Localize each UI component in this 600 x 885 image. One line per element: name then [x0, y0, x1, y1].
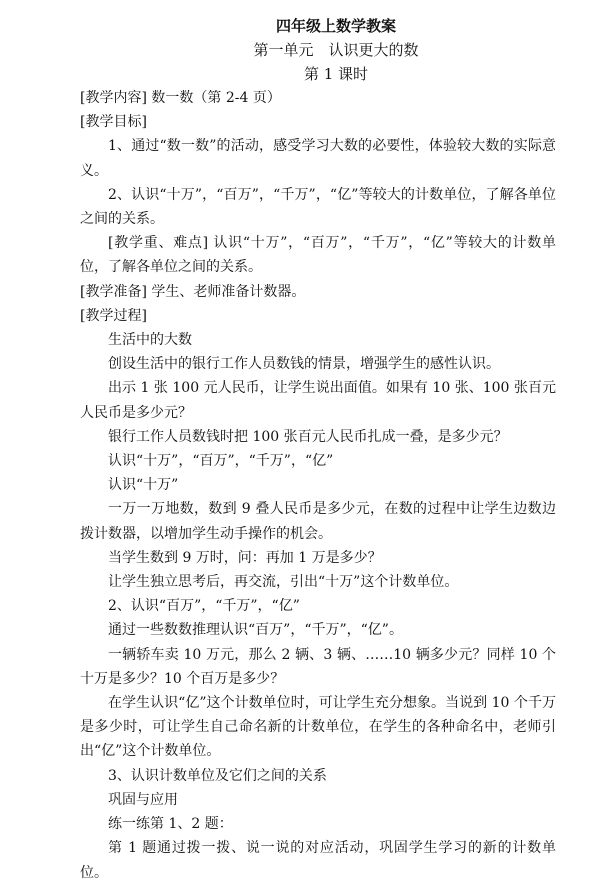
doc-title: 四年级上数学教案 [275, 17, 396, 35]
para-12: 一辆轿车卖 10 万元，那么 2 辆、3 辆、……10 辆多少元？同样 10 个十万是多少？10 个百万是多少？ [80, 646, 556, 687]
para-6: 认识“十万” [108, 477, 179, 494]
teach-content: [教学内容] 数一数（第 2-4 页） [80, 90, 281, 106]
para-7: 一万一万地数，数到 9 叠人民币是多少元，在数的过程中让学生边数边拨计数器，以增加学生动手操作的机会。 [80, 501, 556, 542]
lesson-heading: 第 1 课时 [303, 65, 369, 83]
para-10: 2、认识“百万”，“千万”，“亿” [108, 598, 300, 615]
key-points: [教学重、难点] 认识“十万”，“百万”，“千万”，“亿”等较大的计数单位，了解各单位之间的关系。 [80, 235, 556, 276]
para-5: 认识“十万”，“百万”，“千万”，“亿” [108, 453, 334, 470]
goal-1: 1、通过“数一数”的活动，感受学习大数的必要性，体验较大数的实际意义。 [80, 138, 556, 179]
para-15: 巩固与应用 [108, 791, 178, 808]
para-4: 银行工作人员数钱时把 100 张百元人民币扎成一叠，是多少元？ [108, 428, 508, 445]
goal-2: 2、认识“十万”，“百万”，“千万”，“亿”等较大的计数单位，了解各单位之间的关系。 [80, 186, 556, 228]
para-16: 练一练第 1、2 题： [108, 816, 233, 833]
process-label: [教学过程] [80, 307, 147, 324]
para-3: 出示 1 张 100 元人民币，让学生说出面值。如果有 10 张、100 张百元人民币是多少元？ [80, 380, 556, 421]
para-17: 第 1 题通过拨一拨、说一说的对应活动，巩固学生学习的新的计数单位。 [80, 840, 556, 881]
prep: [教学准备] 学生、老师准备计数器。 [80, 283, 306, 300]
unit-heading: 第一单元 认识更大的数 [253, 41, 419, 59]
para-13: 在学生认识“亿”这个计数单位时，可让学生充分想象。当说到 10 个千万是多少时，可让学生自己命名新的计数单位，在学生的各种命名中，老师引出“亿”这个计数单位。 [80, 695, 556, 760]
para-9: 让学生独立思考后，再交流，引出“十万”这个计数单位。 [108, 574, 459, 591]
goal-label: [教学目标] [80, 114, 147, 131]
para-2: 创设生活中的银行工作人员数钱的情景，增强学生的感性认识。 [108, 356, 500, 373]
para-8: 当学生数到 9 万时，问：再加 1 万是多少？ [108, 549, 382, 566]
para-11: 通过一些数数推理认识“百万”，“千万”，“亿”。 [108, 622, 403, 639]
para-14: 3、认识计数单位及它们之间的关系 [108, 767, 327, 784]
para-1: 生活中的大数 [108, 332, 192, 349]
